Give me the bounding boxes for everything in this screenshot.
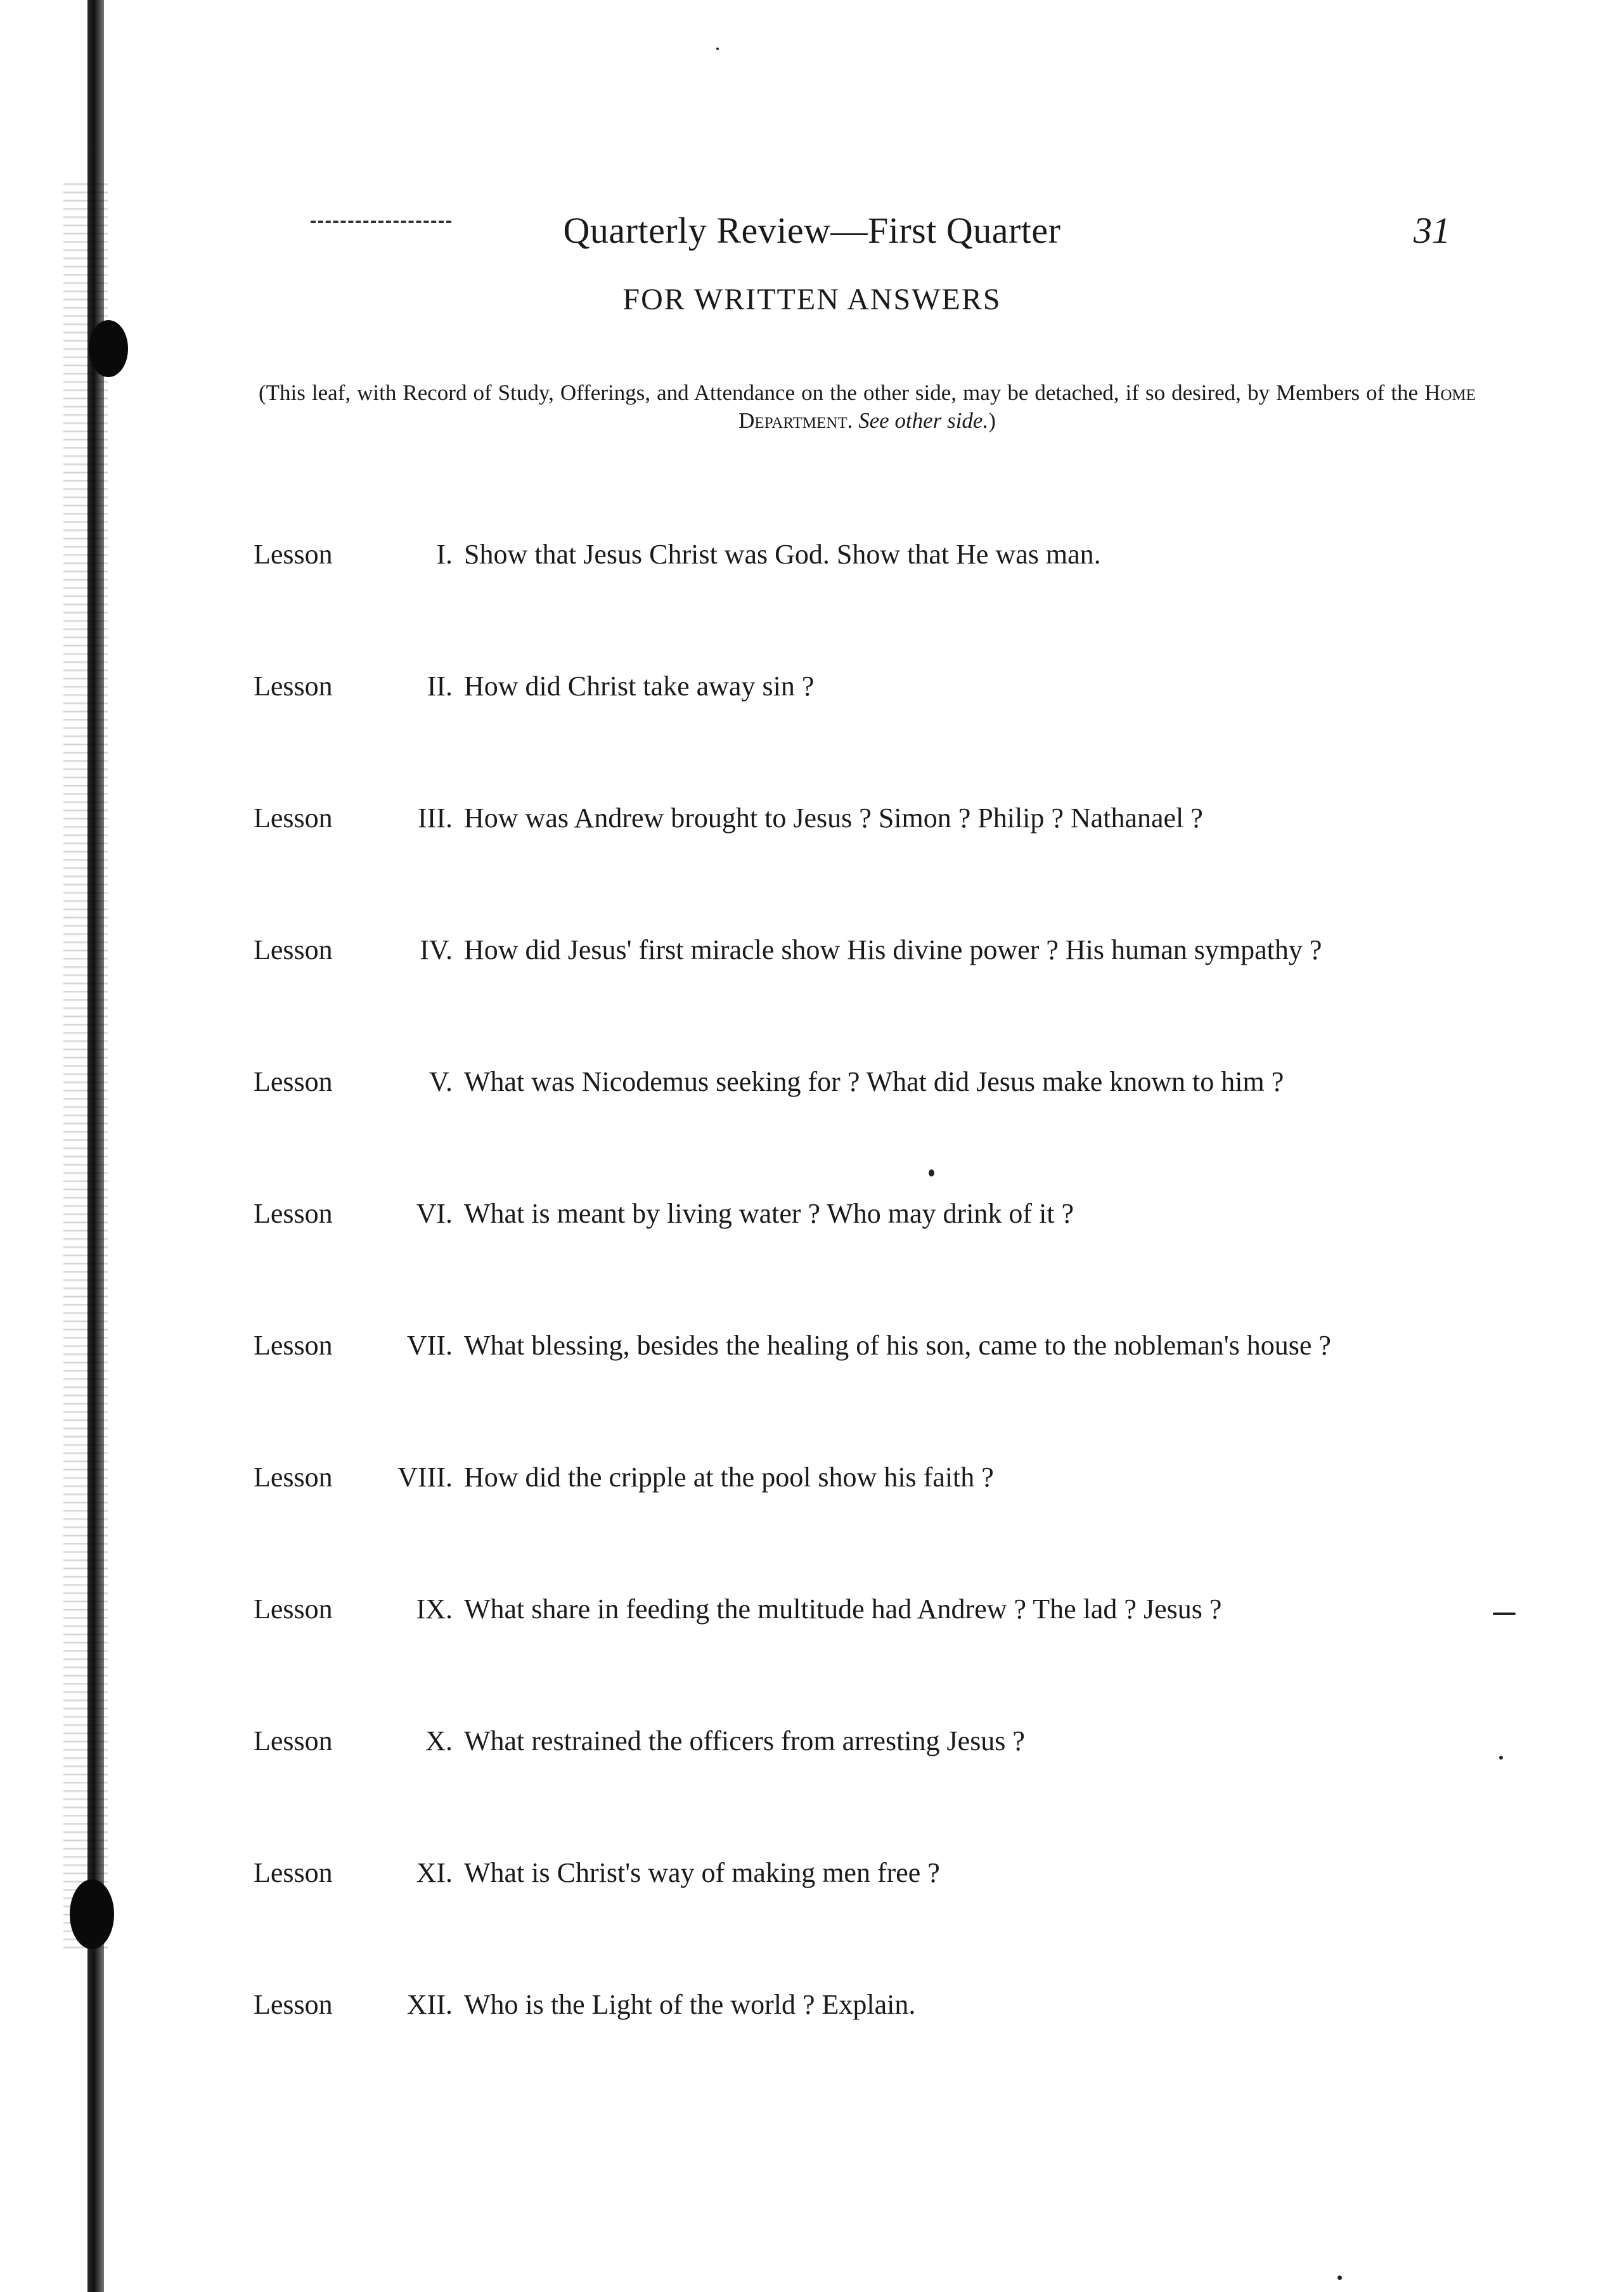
scan-speck — [1499, 1756, 1503, 1760]
lesson-number: VI. — [416, 1198, 453, 1229]
lesson-question: What restrained the officers from arresting Jesus ? — [464, 1725, 1025, 1756]
lesson-question: What is Christ's way of making men free ? — [464, 1857, 940, 1888]
lesson-number: XII. — [406, 1989, 453, 2020]
lesson-word: Lesson — [254, 1066, 333, 1097]
lesson-question: Show that Jesus Christ was God. Show that He was man. — [464, 539, 1101, 570]
scan-speck — [716, 48, 719, 50]
lesson-question: What share in feeding the multitude had Andrew ? The lad ? Jesus ? — [464, 1593, 1222, 1625]
lesson-word: Lesson — [254, 1462, 333, 1493]
note-close: ) — [988, 408, 996, 433]
scan-speck — [1337, 2276, 1342, 2280]
running-title: Quarterly Review—First Quarter — [563, 210, 1061, 251]
scan-speck — [1493, 1613, 1516, 1615]
lesson-number: IX. — [416, 1593, 453, 1625]
lesson-row — [254, 664, 814, 709]
punch-hole-bottom — [70, 1879, 114, 1949]
lesson-number: VIII. — [397, 1462, 453, 1493]
lesson-row — [254, 1719, 1025, 1763]
detach-note — [259, 379, 1476, 435]
lesson-number: I. — [436, 539, 453, 570]
lesson-word: Lesson — [254, 934, 333, 965]
section-heading: FOR WRITTEN ANSWERS — [622, 283, 1002, 316]
lesson-row — [254, 532, 1101, 577]
lesson-question: What is meant by living water ? Who may drink of it ? — [464, 1198, 1074, 1229]
page-number: 31 — [1414, 210, 1450, 251]
lesson-question: What blessing, besides the healing of his son, came to the nobleman's house ? — [464, 1330, 1331, 1361]
lesson-row — [254, 1323, 1331, 1368]
lesson-word: Lesson — [254, 1198, 333, 1229]
lesson-question: Who is the Light of the world ? Explain. — [464, 1989, 916, 2020]
note-text: (This leaf, with Record of Study, Offerings, and Attendance on the other side, may be detached, if so desired, by Members of the — [259, 380, 1419, 405]
lesson-number: III. — [418, 802, 453, 834]
lesson-word: Lesson — [254, 1857, 333, 1888]
lesson-word: Lesson — [254, 1330, 333, 1361]
lesson-row — [254, 1851, 940, 1895]
lesson-row — [254, 928, 1322, 972]
lesson-word: Lesson — [254, 802, 333, 834]
lesson-number: IV. — [420, 934, 453, 965]
lesson-word: Lesson — [254, 1725, 333, 1756]
lesson-number: V. — [429, 1066, 453, 1097]
lesson-number: II. — [427, 671, 453, 702]
scan-speck — [929, 1169, 934, 1176]
note-department: Home Department. — [738, 380, 1476, 433]
lesson-question: How did Jesus' first miracle show His divine power ? His human sympathy ? — [464, 934, 1322, 965]
lesson-row — [254, 796, 1203, 840]
lesson-number: X. — [425, 1725, 453, 1756]
note-see-other-side: See other side. — [858, 408, 989, 433]
punch-hole-top — [89, 320, 128, 377]
lesson-word: Lesson — [254, 539, 333, 570]
lesson-number: VII. — [406, 1330, 453, 1361]
lesson-word: Lesson — [254, 1989, 333, 2020]
lesson-row — [254, 1060, 1284, 1104]
lesson-question: How did the cripple at the pool show his faith ? — [464, 1462, 994, 1493]
lesson-row — [254, 1983, 915, 2027]
lesson-question: What was Nicodemus seeking for ? What did Jesus make known to him ? — [464, 1066, 1284, 1097]
lesson-row — [254, 1455, 994, 1500]
binding-shadow — [63, 177, 108, 1952]
lesson-question: How did Christ take away sin ? — [464, 671, 815, 702]
lesson-word: Lesson — [254, 1593, 333, 1625]
lesson-word: Lesson — [254, 671, 333, 702]
lesson-number: XI. — [416, 1857, 453, 1888]
lesson-row — [254, 1587, 1221, 1632]
lesson-question: How was Andrew brought to Jesus ? Simon ? Philip ? Nathanael ? — [464, 802, 1203, 834]
lesson-row — [254, 1192, 1074, 1236]
